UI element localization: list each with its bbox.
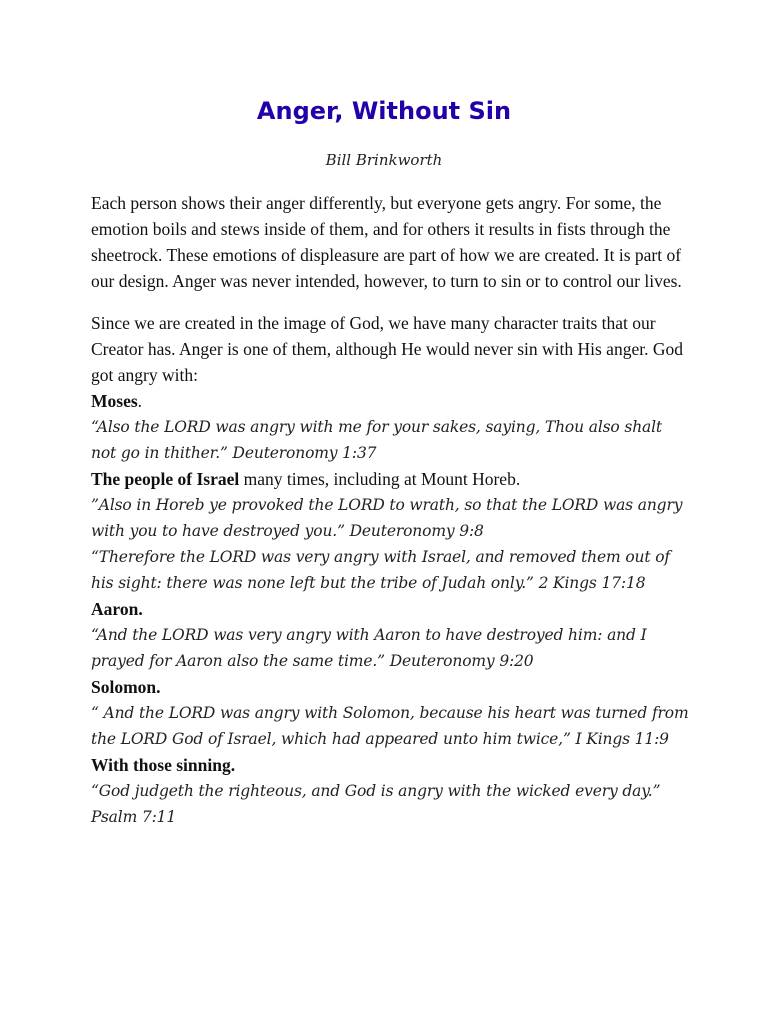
section-heading-rest: . — [137, 391, 143, 411]
scripture-quote: ”Also in Horeb ye provoked the LORD to wrath, so that the LORD was angry with you to have destroyed you.” Deuteronomy 9:8 — [91, 496, 683, 540]
section-heading-moses — [91, 388, 691, 414]
section-heading-israel — [91, 466, 691, 492]
document-body — [91, 190, 691, 830]
scripture-quote: “Therefore the LORD was very angry with Israel, and removed them out of his sight: there was none left but the tribe of Judah only.” 2 Kings 17:18 — [91, 548, 671, 592]
section-subject: Solomon. — [91, 677, 161, 697]
scripture-quote: “Also the LORD was angry with me for your sakes, saying, Thou also shalt not go in thither.” Deuteronomy 1:37 — [91, 418, 663, 462]
body-paragraph-2: Since we are created in the image of God, we have many character traits that our Creator has. Anger is one of them, although He would never sin with His anger. God got angry with: — [91, 313, 683, 385]
section-heading-rest: many times, including at Mount Horeb. — [239, 469, 521, 489]
document-title: Anger, Without Sin — [256, 97, 512, 125]
section-heading-sinning — [91, 752, 691, 778]
section-subject: Moses — [91, 391, 138, 411]
section-subject: With those sinning. — [91, 755, 236, 775]
section-heading-aaron — [91, 596, 691, 622]
section-heading-solomon — [91, 674, 691, 700]
scripture-quote: “ And the LORD was angry with Solomon, because his heart was turned from the LORD God of Israel, which had appeared unto him twice,” I Kings 11:9 — [91, 704, 689, 748]
scripture-quote: “God judgeth the righteous, and God is angry with the wicked every day.” Psalm 7:11 — [91, 782, 661, 826]
section-subject: The people of Israel — [91, 469, 240, 489]
section-subject: Aaron. — [91, 599, 143, 619]
document-author: Bill Brinkworth — [325, 151, 443, 169]
body-paragraph-1: Each person shows their anger differently, but everyone gets angry. For some, the emotion boils and stews inside of them, and for others it results in fists through the sheetrock. These emotions of displeasure are part of how we are created. It is part of our design. Anger was never intended, however, to turn to sin or to control our lives. — [91, 193, 682, 291]
scripture-quote: “And the LORD was very angry with Aaron to have destroyed him: and I prayed for Aaron also the same time.” Deuteronomy 9:20 — [91, 626, 647, 670]
